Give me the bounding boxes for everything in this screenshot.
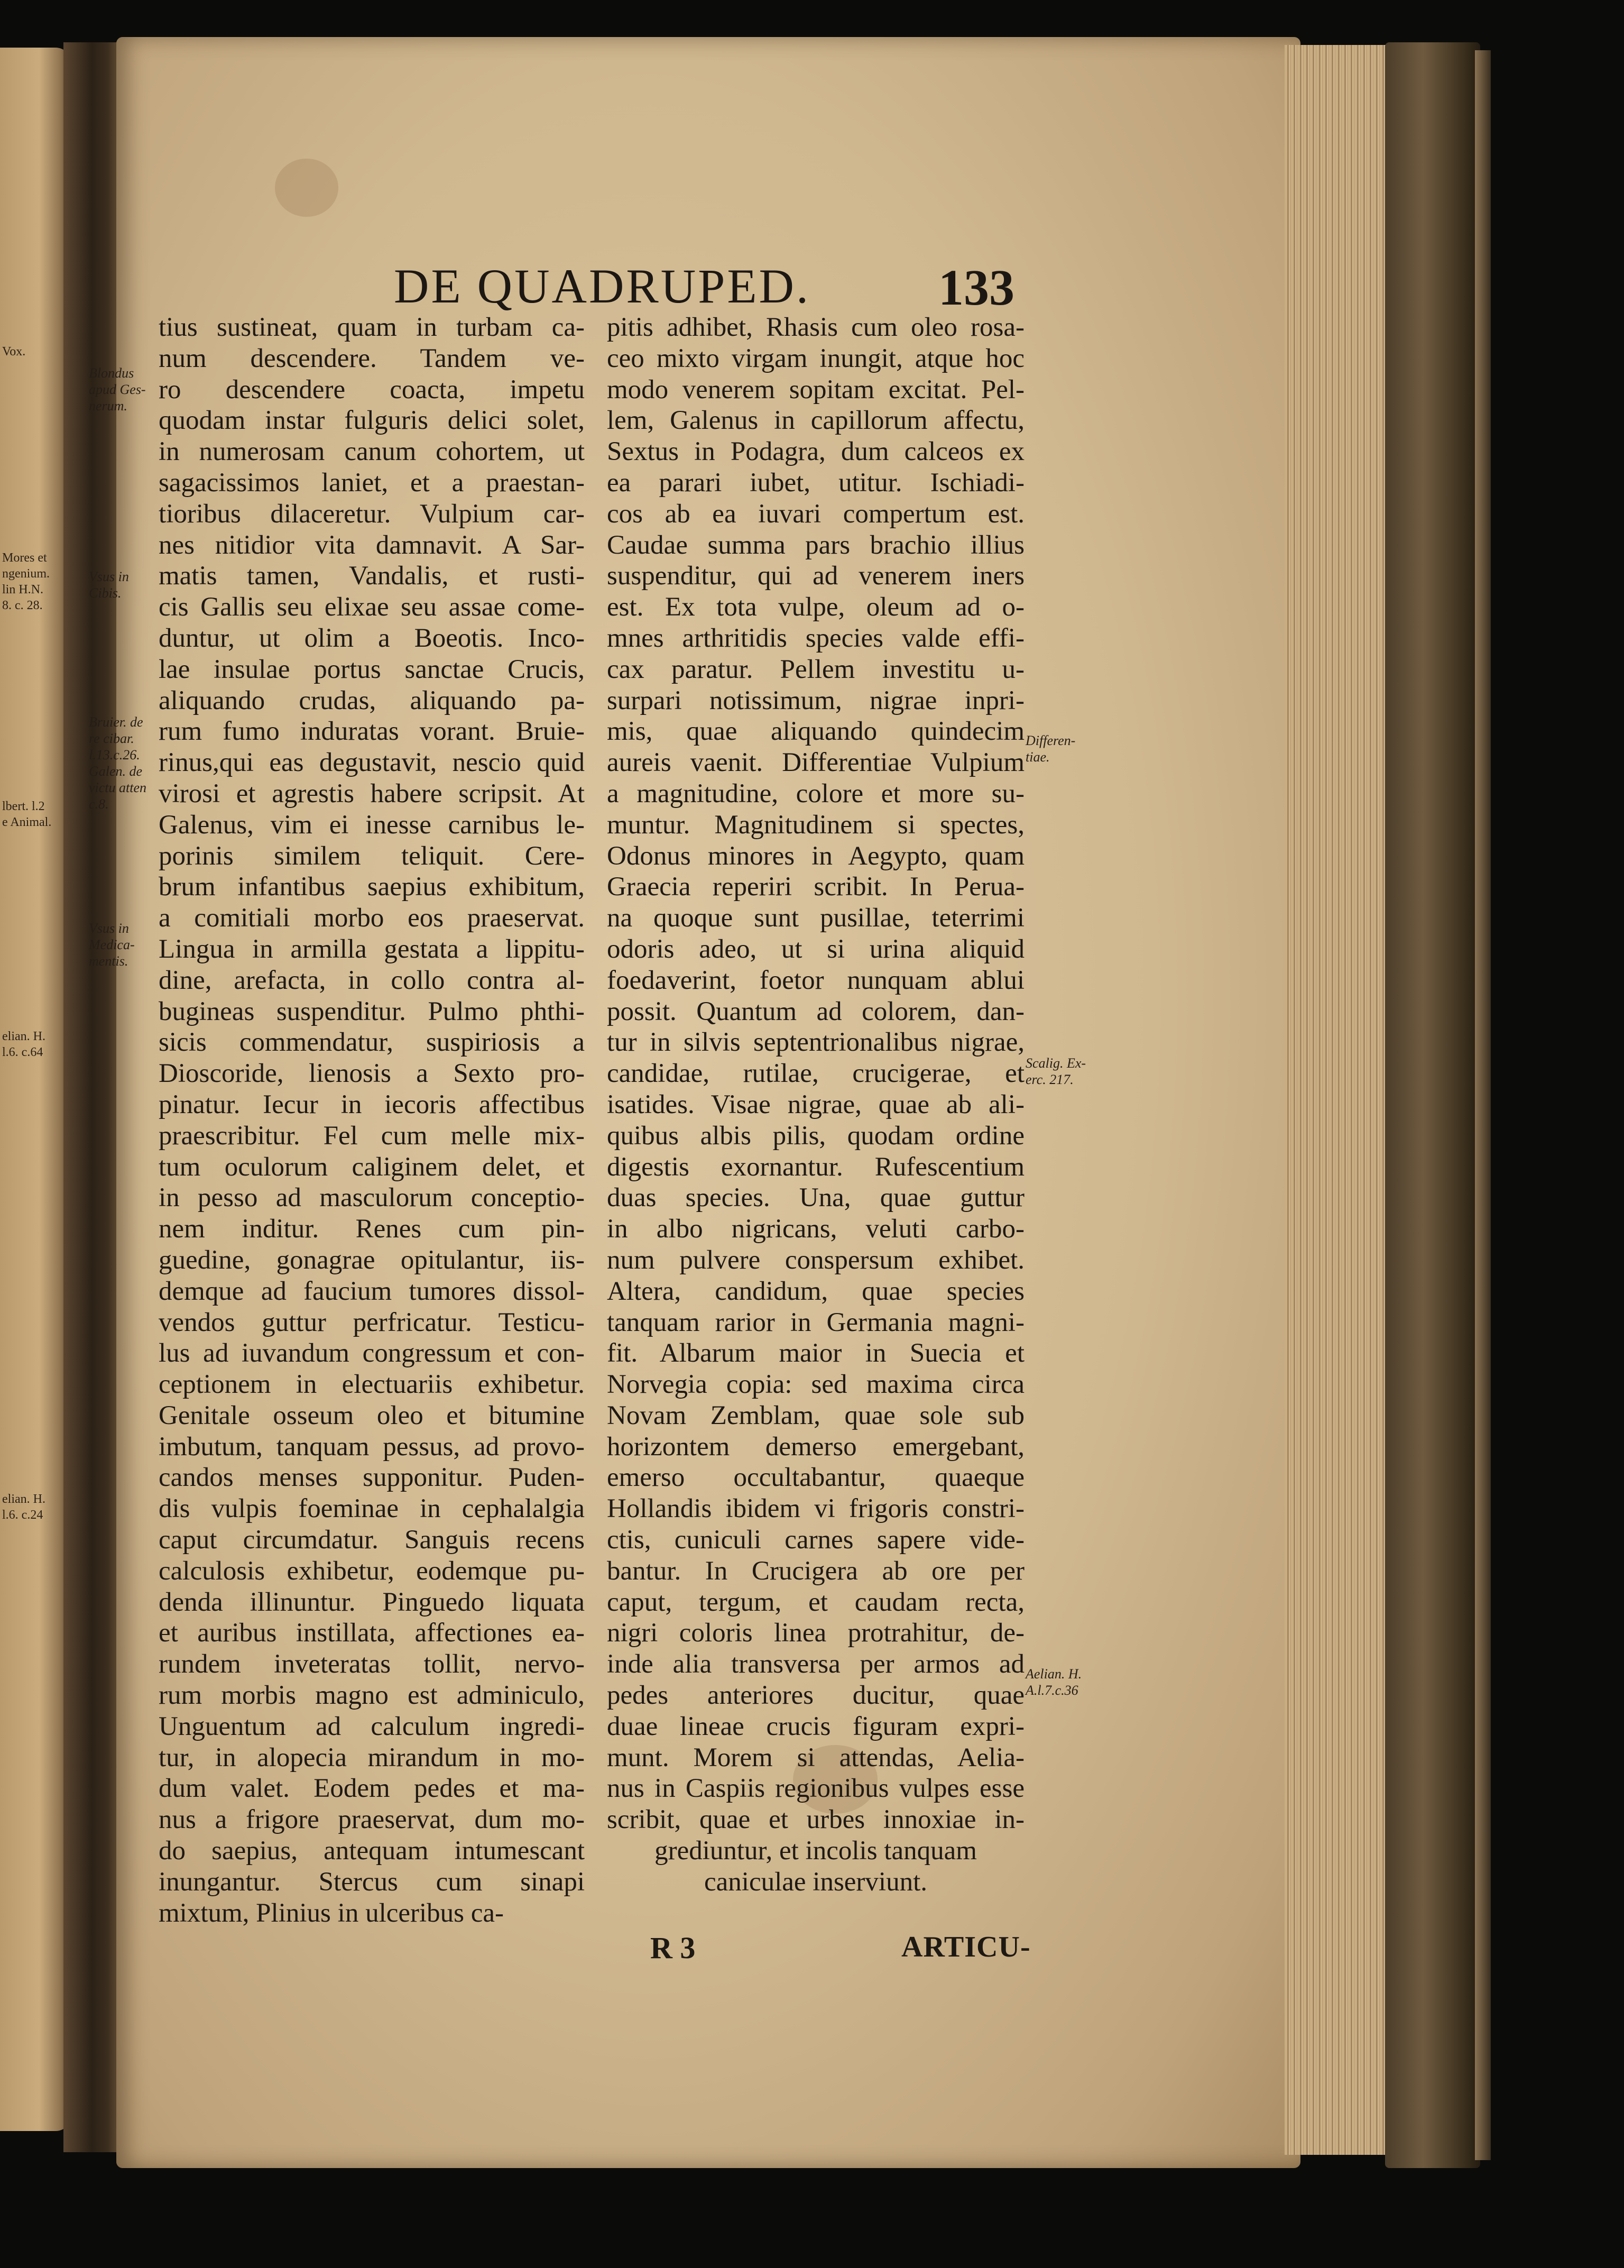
margin-note-line: mentis. [89,953,128,969]
margin-note-line: Scalig. Ex- [1026,1055,1086,1071]
text-line: inungantur. Stercus cum sinapi [159,1867,585,1897]
text-line: Genitale osseum oleo et bitumine [159,1400,585,1430]
text-line: bugineas suspenditur. Pulmo phthi- [159,996,585,1026]
text-line: caniculae inserviunt. [704,1867,927,1897]
text-line: tur in silvis septentrionalibus nigrae, [607,1027,1025,1058]
margin-note [1026,1055,1086,1088]
text-line: mis, quae aliquando quindecim [607,717,1025,747]
text-line: cax paratur. Pellem investitu u- [607,654,1025,684]
text-line: sicis commendatur, suspiriosis a [159,1027,585,1058]
cover-edge [1475,50,1491,2160]
text-line: nus a frigore praeservat, dum mo- [159,1805,585,1835]
text-line: demque ad faucium tumores dissol- [159,1276,585,1306]
text-line: tur, in alopecia mirandum in mo- [159,1742,585,1773]
text-line: ea parari iubet, utitur. Ischiadi- [607,467,1025,498]
page-block-edges [1285,45,1396,2155]
margin-note-line: victu atten [89,780,147,795]
text-line: vendos guttur perfricatur. Testicu- [159,1307,585,1337]
margin-note [89,568,129,601]
text-line: pitis adhibet, Rhasis cum oleo rosa- [607,313,1025,342]
text-line: denda illinuntur. Pinguedo liquata [159,1587,585,1617]
text-line: modo venerem sopitam excitat. Pel- [607,374,1025,405]
margin-note-line: Differen- [1026,733,1076,748]
text-line: Altera, candidum, quae species [607,1276,1025,1306]
margin-note-line: A.l.7.c.36 [1026,1683,1078,1698]
margin-note [2,1029,45,1060]
text-line: Odonus minores in Aegypto, quam [607,841,1025,871]
text-line: tanquam rarior in Germania magni- [607,1307,1025,1337]
text-line: sagacissimos laniet, et a praestan- [159,467,585,498]
text-line: num descendere. Tandem ve- [159,343,585,373]
text-line: et auribus instillata, affectiones ea- [159,1618,585,1648]
text-line: munt. Morem si attendas, Aelia- [607,1742,1025,1773]
text-line: ro descendere coacta, impetu [159,374,585,405]
text-line: nigri coloris linea protrahitur, de- [607,1618,1025,1648]
running-title: DE QUADRUPED. [394,259,810,313]
text-line: mnes arthritidis species valde effi- [607,623,1025,653]
text-line: horizontem demerso emergebant, [607,1431,1025,1462]
margin-note-line: Bruier. de [89,714,143,730]
text-line: candidae, rutilae, crucigerae, et [607,1059,1025,1089]
text-line: odoris adeo, ut si urina aliquid [607,934,1025,964]
text-line: inde alia transversa per armos ad [607,1649,1025,1679]
margin-note-line: l.13.c.26. [89,747,140,763]
text-line: Galenus, vim ei inesse carnibus le- [159,810,585,840]
text-line: Dioscoride, lienosis a Sexto pro- [159,1059,585,1089]
text-line: tum oculorum caliginem delet, et [159,1152,585,1182]
book-cover [1385,42,1480,2168]
margin-note-line: Mores et [2,551,47,565]
margin-note-line: Aelian. H. [1026,1666,1082,1682]
text-line: lus ad iuvandum congressum et con- [159,1338,585,1369]
text-line: nem inditur. Renes cum pin- [159,1214,585,1244]
text-line: muntur. Magnitudinem si spectes, [607,810,1025,840]
margin-note-line: lin H.N. [2,583,43,596]
text-column-right [607,312,1025,1898]
text-line: virosi et agrestis habere scripsit. At [159,778,585,809]
margin-note [89,714,146,812]
text-line: candos menses supponitur. Puden- [159,1463,585,1493]
text-line: Sextus in Podagra, dum calceos ex [607,437,1025,467]
margin-note [2,1491,45,1523]
text-line: porinis similem teliquit. Cere- [159,841,585,871]
text-line: tius sustineat, quam in turbam ca- [159,313,585,342]
catchword: ARTICU- [901,1931,1031,1963]
signature-mark: R 3 [650,1931,696,1965]
margin-note [1026,732,1075,765]
text-line: dum valet. Eodem pedes et ma- [159,1774,585,1804]
text-line: Norvegia copia: sed maxima circa [607,1370,1025,1400]
text-line: guedine, gonagrae opitulantur, iis- [159,1245,585,1275]
text-line: imbutum, tanquam pessus, ad provo- [159,1431,585,1462]
text-line: bantur. In Crucigera ab ore per [607,1556,1025,1586]
text-line: caput circumdatur. Sanguis recens [159,1525,585,1555]
margin-note-line: e Animal. [2,815,52,829]
text-line: tioribus dilaceretur. Vulpium car- [159,499,585,529]
margin-note-line: tiae. [1026,749,1050,765]
margin-note-line: Vsus in [89,569,129,584]
margin-note-line: lbert. l.2 [2,800,45,813]
facing-page-edge [0,48,71,2131]
text-line: pinatur. Iecur in iecoris affectibus [159,1089,585,1119]
text-line: possit. Quantum ad colorem, dan- [607,996,1025,1026]
text-line: grediuntur, et incolis tanquam [654,1836,977,1866]
paper-stain [275,159,338,217]
text-line: do saepius, antequam intumescant [159,1836,585,1866]
text-line: nes nitidior vita damnavit. A Sar- [159,530,585,560]
margin-note-line: Galen. de [89,764,143,779]
text-line: brum infantibus saepius exhibitum, [159,872,585,902]
text-line: Graecia reperiri scribit. In Perua- [607,872,1025,902]
text-line: rum morbis magno est adminiculo, [159,1681,585,1711]
text-line: ctis, cuniculi carnes sapere vide- [607,1525,1025,1555]
text-line: quodam instar fulguris delici solet, [159,406,585,436]
text-line: praescribitur. Fel cum melle mix- [159,1121,585,1151]
text-line: surpari notissimum, nigrae inpri- [607,685,1025,715]
text-line: a comitiali morbo eos praeservat. [159,903,585,933]
text-line: duas species. Una, quae guttur [607,1183,1025,1213]
text-line: cos ab ea iuvari compertum est. [607,499,1025,529]
text-line: scribit, quae et urbes innoxiae in- [607,1805,1025,1835]
text-line: calculosis exhibetur, eodemque pu- [159,1556,585,1586]
margin-note-line: ngenium. [2,567,50,581]
text-line: isatides. Visae nigrae, quae ab ali- [607,1089,1025,1119]
text-line: a magnitudine, colore et more su- [607,778,1025,809]
margin-note-line: Blondus [89,365,134,381]
text-line: dis vulpis foeminae in cephalalgia [159,1494,585,1524]
text-line: in pesso ad masculorum conceptio- [159,1183,585,1213]
text-line: na quoque sunt pusillae, teterrimi [607,903,1025,933]
text-line: rinus,qui eas degustavit, nescio quid [159,748,585,778]
text-line: Hollandis ibidem vi frigoris constri- [607,1494,1025,1524]
text-line: lae insulae portus sanctae Crucis, [159,654,585,684]
text-line: est. Ex tota vulpe, oleum ad o- [607,592,1025,622]
margin-note [1026,1666,1082,1698]
text-line: duae lineae crucis figuram expri- [607,1711,1025,1741]
text-line: quibus albis pilis, quodam ordine [607,1121,1025,1151]
text-line: fit. Albarum maior in Suecia et [607,1338,1025,1369]
text-line: Lingua in armilla gestata a lippitu- [159,934,585,964]
text-line: foedaverint, foetor nunquam ablui [607,965,1025,995]
text-line: dine, arefacta, in collo contra al- [159,965,585,995]
text-column-left [159,312,585,1929]
text-line: Unguentum ad calculum ingredi- [159,1711,585,1741]
text-line: ceptionem in electuariis exhibetur. [159,1370,585,1400]
text-line: ceo mixto virgam inungit, atque hoc [607,343,1025,373]
text-line: digestis exornantur. Rufescentium [607,1152,1025,1182]
text-line: caput, tergum, et caudam recta, [607,1587,1025,1617]
text-line: Caudae summa pars brachio illius [607,530,1025,560]
text-line: nus in Caspiis regionibus vulpes esse [607,1774,1025,1804]
text-line: aliquando crudas, aliquando pa- [159,685,585,715]
text-line: emerso occultabantur, quaeque [607,1463,1025,1493]
margin-note [2,798,51,830]
page-number: 133 [938,259,1014,316]
margin-note-line: Medica- [89,937,135,952]
text-line: aureis vaenit. Differentiae Vulpium [607,748,1025,778]
margin-note-line: Vox. [2,345,26,359]
margin-note-line: erc. 217. [1026,1072,1074,1087]
margin-note-line: elian. H. [2,1492,45,1506]
text-line: pedes anteriores ducitur, quae [607,1681,1025,1711]
text-line: cis Gallis seu elixae seu assae come- [159,592,585,622]
margin-note-line: elian. H. [2,1030,45,1043]
text-line: suspenditur, qui ad venerem iners [607,561,1025,591]
margin-note-line: c.8. [89,796,109,812]
margin-note [89,920,135,969]
text-line: matis tamen, Vandalis, et rusti- [159,561,585,591]
text-line: rum fumo induratas vorant. Bruie- [159,717,585,747]
margin-note-line: l.6. c.24 [2,1508,43,1522]
text-line: rundem inveteratas tollit, nervo- [159,1649,585,1679]
text-line: duntur, ut olim a Boeotis. Inco- [159,623,585,653]
margin-note [2,550,50,613]
text-line: in albo nigricans, veluti carbo- [607,1214,1025,1244]
margin-note-line: Cibis. [89,585,122,601]
margin-note [2,344,25,360]
margin-note-line: apud Ges- [89,382,146,397]
text-line: num pulvere conspersum exhibet. [607,1245,1025,1275]
margin-note-line: l.6. c.64 [2,1045,43,1059]
margin-note-line: 8. c. 28. [2,599,43,612]
margin-note [89,365,146,414]
text-line: lem, Galenus in capillorum affectu, [607,406,1025,436]
margin-note-line: nerum. [89,398,127,414]
text-line: mixtum, Plinius in ulceribus ca- [159,1898,504,1928]
text-line: Novam Zemblam, quae sole sub [607,1400,1025,1430]
margin-note-line: Vsus in [89,921,129,936]
margin-note-line: re cibar. [89,731,134,746]
text-line: in numerosam canum cohortem, ut [159,437,585,467]
